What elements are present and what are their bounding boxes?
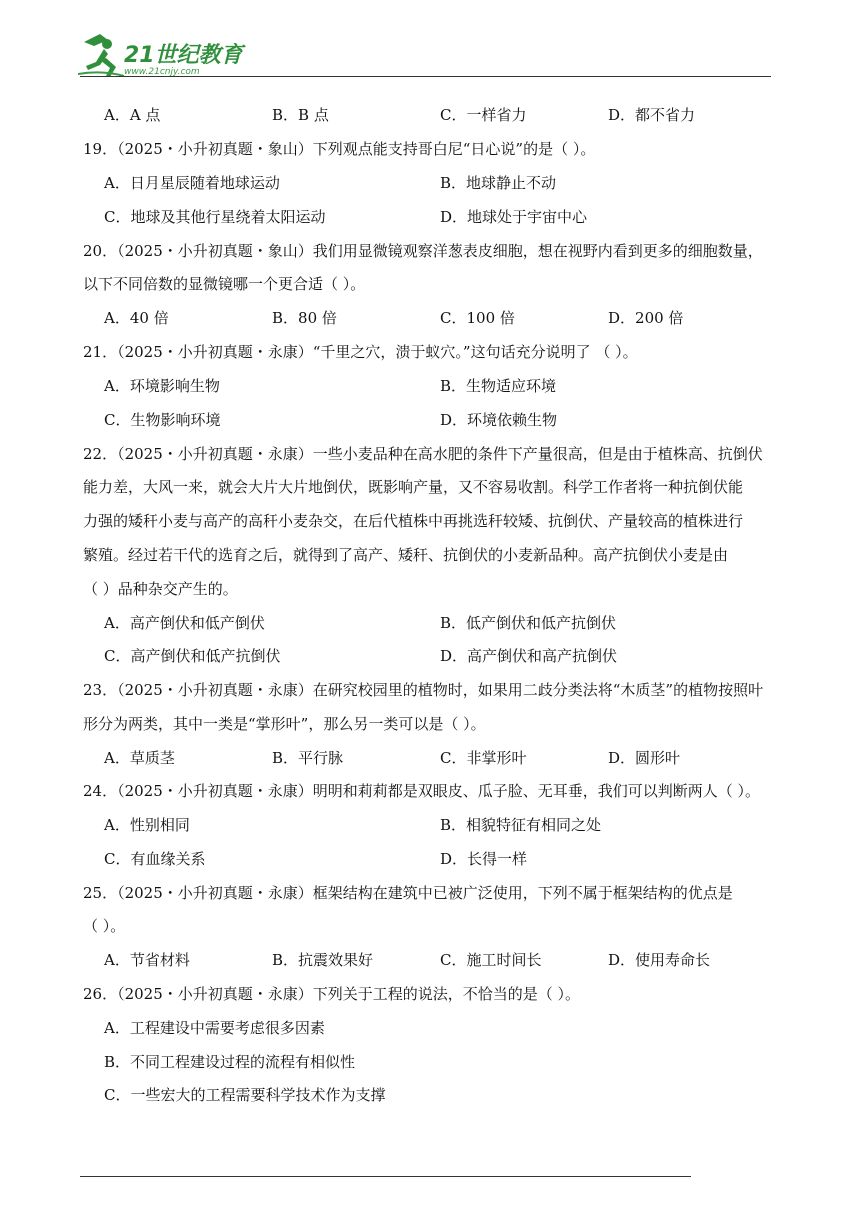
q20-option-b: B．80 倍: [272, 309, 337, 327]
q25-option-c: C．施工时间长: [440, 951, 542, 969]
question-text: 21．（2025・小升初真题・永康）“千里之穴，溃于蚁穴。”这句话充分说明了 （ ）。: [83, 343, 638, 361]
q25-stem-line2: [0, 914, 860, 938]
q18-option-c: C．一样省力: [440, 106, 527, 124]
q24-options-row2: [0, 847, 860, 871]
q19-option-d: D．地球处于宇宙中心: [440, 208, 588, 226]
question-text: （ ）品种杂交产生的。: [83, 580, 238, 598]
q20-stem-line2: [0, 272, 860, 296]
logo-text: 21世纪教育: [124, 43, 243, 68]
q21-option-c: C．生物影响环境: [104, 411, 221, 429]
q20-option-d: D．200 倍: [608, 309, 684, 327]
q25-option-a: A．节省材料: [104, 951, 190, 969]
q22-options-row1: [0, 611, 860, 635]
q24-stem: [0, 779, 860, 803]
q23-option-c: C．非掌形叶: [440, 749, 527, 767]
question-text: 以下不同倍数的显微镜哪一个更合适（ ）。: [83, 275, 366, 293]
header-rule: [80, 76, 771, 77]
q20-stem-line1: [0, 239, 860, 263]
logo-21cnjy: [78, 30, 248, 80]
runner-icon: [78, 30, 126, 80]
q21-stem: [0, 340, 860, 364]
q19-option-b: B．地球静止不动: [440, 174, 557, 192]
q19-option-a: A．日月星辰随着地球运动: [104, 174, 280, 192]
q26-stem: [0, 982, 860, 1006]
q18-option-d: D．都不省力: [608, 106, 696, 124]
question-text: 25．（2025・小升初真题・永康）框架结构在建筑中已被广泛使用，下列不属于框架结构的优点是: [83, 884, 733, 902]
q20-option-a: A．40 倍: [104, 309, 169, 327]
q22-option-c: C．高产倒伏和低产抗倒伏: [104, 647, 281, 665]
q22-stem-line4: [0, 543, 860, 567]
q22-option-b: B．低产倒伏和低产抗倒伏: [440, 614, 617, 632]
q21-options-row2: [0, 408, 860, 432]
q22-options-row2: [0, 644, 860, 668]
q23-options: [0, 746, 860, 770]
q24-options-row1: [0, 813, 860, 837]
q22-option-d: D．高产倒伏和高产抗倒伏: [440, 647, 618, 665]
q25-options: [0, 948, 860, 972]
q25-stem-line1: [0, 881, 860, 905]
q23-option-a: A．草质茎: [104, 749, 175, 767]
q18-option-a: A．A 点: [104, 106, 161, 124]
q20-options: [0, 306, 860, 330]
q25-option-b: B．抗震效果好: [272, 951, 374, 969]
q24-option-b: B．相貌特征有相同之处: [440, 816, 602, 834]
q22-stem-line5: [0, 577, 860, 601]
question-text: 繁殖。经过若干代的选育之后，就得到了高产、矮秆、抗倒伏的小麦新品种。高产抗倒伏小麦是由: [83, 546, 729, 564]
q23-option-d: D．圆形叶: [608, 749, 681, 767]
question-text: 20．（2025・小升初真题・象山）我们用显微镜观察洋葱表皮细胞，想在视野内看到更多的细胞数量，: [83, 242, 763, 260]
question-text: 形分为两类，其中一类是“掌形叶”，那么另一类可以是（ ）。: [83, 715, 486, 733]
q23-option-b: B．平行脉: [272, 749, 344, 767]
q18-options: [0, 103, 860, 127]
q23-stem-line1: [0, 678, 860, 702]
q24-option-c: C．有血缘关系: [104, 850, 206, 868]
question-text: 22．（2025・小升初真题・永康）一些小麦品种在高水肥的条件下产量很高，但是由于植株高、抗倒伏: [83, 445, 763, 463]
question-text: 24．（2025・小升初真题・永康）明明和莉莉都是双眼皮、瓜子脸、无耳垂，我们可以判断两人（ ）。: [83, 782, 761, 800]
q26-option-b: B．不同工程建设过程的流程有相似性: [104, 1053, 356, 1071]
q24-option-d: D．长得一样: [440, 850, 528, 868]
q21-option-d: D．环境依赖生物: [440, 411, 558, 429]
q26-option-c-row: [0, 1083, 860, 1107]
logo-url: www.21cnjy.com: [124, 67, 200, 77]
question-text: 26．（2025・小升初真题・永康）下列关于工程的说法，不恰当的是（ ）。: [83, 985, 581, 1003]
question-text: 能力差，大风一来，就会大片大片地倒伏，既影响产量，又不容易收割。科学工作者将一种抗倒伏能: [83, 478, 744, 496]
q22-stem-line1: [0, 442, 860, 466]
q22-option-a: A．高产倒伏和低产倒伏: [104, 614, 265, 632]
question-text: 23．（2025・小升初真题・永康）在研究校园里的植物时，如果用二歧分类法将“木质茎”的植物按照叶: [83, 681, 764, 699]
q26-option-c: C．一些宏大的工程需要科学技术作为支撑: [104, 1086, 386, 1104]
q19-options-row2: [0, 205, 860, 229]
q26-option-a: A．工程建设中需要考虑很多因素: [104, 1019, 325, 1037]
q21-option-a: A．环境影响生物: [104, 377, 220, 395]
question-text: 19．（2025・小升初真题・象山）下列观点能支持哥白尼“日心说”的是（ ）。: [83, 140, 596, 158]
q21-options-row1: [0, 374, 860, 398]
q20-option-c: C．100 倍: [440, 309, 515, 327]
footer-rule: [80, 1176, 691, 1177]
question-text: 力强的矮秆小麦与高产的高秆小麦杂交，在后代植株中再挑选秆较矮、抗倒伏、产量较高的植株进行: [83, 512, 744, 530]
q22-stem-line3: [0, 509, 860, 533]
q19-stem: [0, 137, 860, 161]
q24-option-a: A．性别相同: [104, 816, 190, 834]
q21-option-b: B．生物适应环境: [440, 377, 557, 395]
q22-stem-line2: [0, 475, 860, 499]
question-text: （ ）。: [83, 917, 126, 935]
q19-option-c: C．地球及其他行星绕着太阳运动: [104, 208, 326, 226]
q26-option-a-row: [0, 1016, 860, 1040]
q23-stem-line2: [0, 712, 860, 736]
q18-option-b: B．B 点: [272, 106, 329, 124]
q26-option-b-row: [0, 1050, 860, 1074]
q25-option-d: D．使用寿命长: [608, 951, 711, 969]
q19-options-row1: [0, 171, 860, 195]
